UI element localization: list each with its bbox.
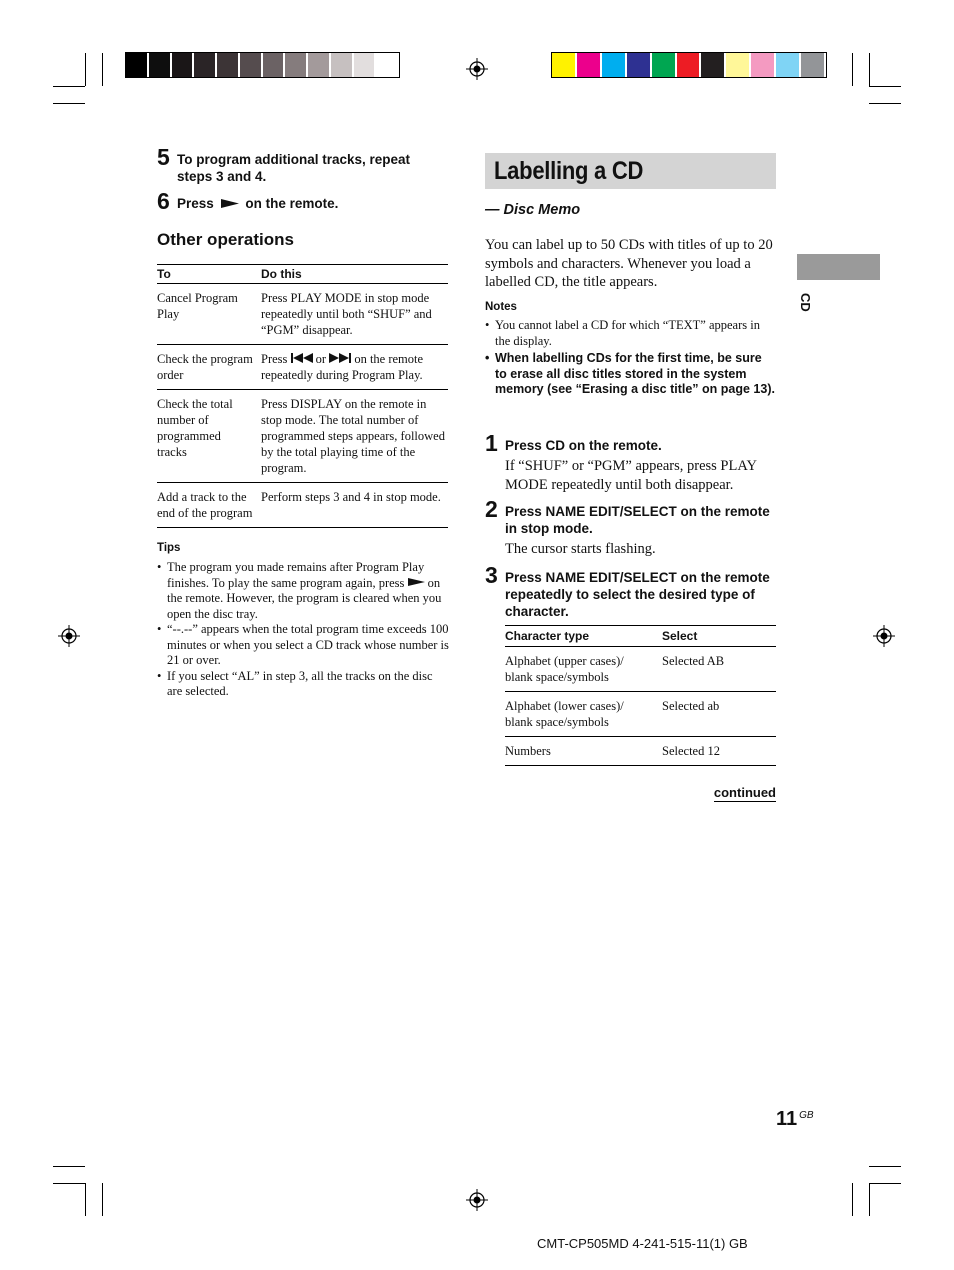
grayscale-swatch	[149, 53, 170, 77]
footer-model-code: CMT-CP505MD 4-241-515-11(1) GB	[537, 1236, 748, 1251]
crop-mark	[53, 1166, 85, 1167]
ops-do-text-or: or	[315, 352, 327, 366]
ops-to-cell: Add a track to the end of the program	[157, 490, 253, 520]
step-6-number: 6	[157, 188, 170, 214]
step-2-title: Press NAME EDIT/SELECT on the remote in stop mode.	[505, 504, 770, 536]
color-swatch	[627, 53, 650, 77]
grayscale-swatch	[126, 53, 147, 77]
column-header-do-this: Do this	[261, 267, 302, 281]
column-header-character-type: Character type	[505, 629, 590, 643]
color-swatch	[552, 53, 575, 77]
step-6-text-after: on the remote.	[245, 196, 339, 211]
ops-do-cell: Press PLAY MODE in stop mode repeatedly until both “SHUF” and “PGM” disappear.	[261, 291, 432, 337]
char-type-cell: Alphabet (lower cases)/ blank space/symbols	[505, 699, 624, 729]
grayscale-swatch	[376, 53, 397, 77]
table-row	[505, 647, 776, 692]
step-1-title: Press CD on the remote.	[505, 438, 662, 453]
step-6-text	[177, 195, 447, 212]
registration-mark-icon	[873, 625, 895, 647]
grayscale-swatch	[240, 53, 261, 77]
color-swatch	[677, 53, 700, 77]
crop-mark	[102, 1183, 103, 1216]
table-row	[157, 483, 448, 528]
crop-mark	[869, 103, 901, 104]
tips-heading: Tips	[157, 542, 181, 554]
step-5-number: 5	[157, 144, 170, 170]
grayscale-swatch	[308, 53, 329, 77]
color-swatch	[751, 53, 774, 77]
continued-label: continued	[713, 785, 776, 800]
table-row	[157, 390, 448, 483]
step-1-description: If “SHUF” or “PGM” appears, press PLAY MODE repeatedly until both disappear.	[505, 458, 757, 493]
list-item: • When labelling CDs for the first time, be sure to erase all disc titles stored in the system memory (see “Erasing a disc title” on page 13).	[485, 351, 776, 398]
crop-mark	[869, 53, 870, 86]
crop-mark	[869, 1183, 901, 1184]
grayscale-swatch	[194, 53, 215, 77]
play-icon	[221, 198, 239, 209]
list-item	[157, 560, 449, 622]
next-track-icon	[329, 353, 351, 363]
char-type-cell: Alphabet (upper cases)/ blank space/symbols	[505, 654, 624, 684]
crop-mark	[869, 86, 901, 87]
grayscale-swatch	[217, 53, 238, 77]
grayscale-swatch	[354, 53, 375, 77]
ops-do-cell: Perform steps 3 and 4 in stop mode.	[261, 490, 441, 504]
color-swatch	[652, 53, 675, 77]
list-item: • “--.--” appears when the total program time exceeds 100 minutes or when you select a CD track whose number is 21 or over.	[157, 622, 449, 669]
step-2-number: 2	[485, 496, 498, 522]
side-tab-label: CD	[798, 293, 813, 312]
step-3-number: 3	[485, 562, 498, 588]
registration-mark-icon	[466, 1189, 488, 1211]
grayscale-swatch	[263, 53, 284, 77]
notes-heading: Notes	[485, 301, 517, 313]
ops-do-text-b: on the remote repeatedly during Program Play.	[261, 352, 424, 382]
character-type-table	[505, 626, 776, 766]
crop-mark	[869, 1166, 901, 1167]
ops-to-cell: Check the program order	[157, 352, 253, 382]
other-operations-heading: Other operations	[157, 230, 294, 249]
crop-mark	[53, 1183, 85, 1184]
section-heading: Labelling a CD	[494, 157, 644, 185]
crop-mark	[852, 53, 853, 86]
page-number	[776, 1108, 814, 1131]
table-row	[505, 692, 776, 737]
char-select-cell: Selected 12	[662, 744, 720, 758]
step-2-description: The cursor starts flashing.	[505, 541, 656, 557]
page-number-suffix: GB	[799, 1110, 814, 1121]
color-swatch	[726, 53, 749, 77]
crop-mark	[852, 1183, 853, 1216]
ops-do-text-a: Press	[261, 352, 288, 366]
ops-to-cell: Cancel Program Play	[157, 291, 238, 321]
ops-to-cell: Check the total number of programmed tracks	[157, 397, 233, 459]
char-select-cell: Selected AB	[662, 654, 725, 668]
color-swatch	[602, 53, 625, 77]
column-header-select: Select	[662, 629, 698, 643]
registration-mark-icon	[58, 625, 80, 647]
crop-mark	[85, 1183, 86, 1216]
intro-paragraph: You can label up to 50 CDs with titles of up to 20 symbols and characters. Whenever you load a labelled CD, the title appears.	[485, 237, 773, 290]
table-row	[157, 284, 448, 345]
char-type-cell: Numbers	[505, 744, 551, 758]
crop-mark	[102, 53, 103, 86]
step-3-title: Press NAME EDIT/SELECT on the remote repeatedly to select the desired type of character.	[505, 570, 770, 619]
column-header-to: To	[157, 267, 171, 281]
color-swatch	[801, 53, 824, 77]
ops-do-cell: Press DISPLAY on the remote in stop mode. The total number of programmed steps appears, followed by the total playing time of the program.	[261, 397, 445, 475]
grayscale-swatch	[172, 53, 193, 77]
ops-do-cell	[261, 345, 448, 390]
grayscale-swatch	[331, 53, 352, 77]
list-item: • If you select “AL” in step 3, all the tracks on the disc are selected.	[157, 669, 449, 700]
page-number-value: 11	[776, 1108, 798, 1130]
tip-1-text-b: on the remote. However, the program is cleared when you open the disc tray.	[167, 575, 442, 621]
list-item: • You cannot label a CD for which “TEXT” appears in the display.	[485, 318, 776, 349]
tips-list	[157, 560, 449, 700]
table-row	[505, 737, 776, 766]
color-swatch	[776, 53, 799, 77]
color-swatch	[701, 53, 724, 77]
step-5-text: To program additional tracks, repeat steps 3 and 4.	[177, 152, 411, 184]
grayscale-swatch	[285, 53, 306, 77]
table-row	[157, 345, 448, 390]
play-icon	[408, 577, 425, 587]
registration-mark-icon	[466, 58, 488, 80]
side-tab	[797, 254, 880, 280]
step-6-text-before: Press	[177, 196, 214, 211]
other-operations-table	[157, 265, 448, 528]
color-swatch	[577, 53, 600, 77]
previous-track-icon	[291, 353, 313, 363]
step-1-number: 1	[485, 430, 498, 456]
crop-mark	[53, 103, 85, 104]
section-subheading: — Disc Memo	[485, 202, 581, 218]
crop-mark	[53, 86, 85, 87]
crop-mark	[869, 1183, 870, 1216]
notes-list	[485, 318, 776, 398]
char-select-cell: Selected ab	[662, 699, 720, 713]
tip-1-text-a: The program you made remains after Program Play finishes. To play the same program again, press	[167, 560, 425, 590]
crop-mark	[85, 53, 86, 86]
